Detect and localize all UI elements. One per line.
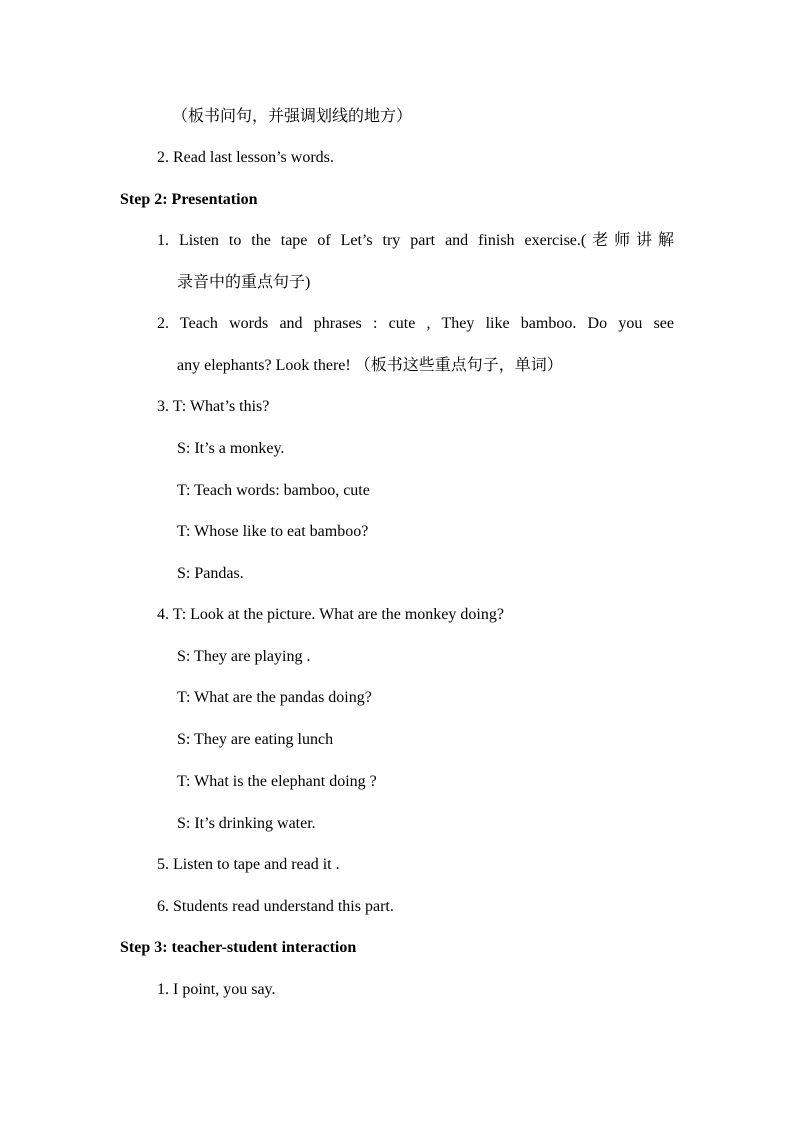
- step3-heading: Step 3: teacher-student interaction: [120, 939, 357, 956]
- step2-item-3: 3. T: What’s this?: [157, 398, 270, 415]
- dialogue-line: S: It’s a monkey.: [177, 440, 285, 457]
- dialogue-line: S: It’s drinking water.: [177, 815, 316, 832]
- step3-item-1: 1. I point, you say.: [157, 981, 276, 998]
- step2-item-1-line-1: 1. Listen to the tape of Let’s try part and finish exercise.(老师讲解: [157, 232, 674, 249]
- dialogue-line: S: They are playing .: [177, 648, 311, 665]
- step1-board-note: （板书问句，并强调划线的地方）: [172, 108, 413, 125]
- dialogue-line: T: What is the elephant doing ?: [177, 773, 377, 790]
- step2-item-1-line-2: 录音中的重点句子): [177, 274, 311, 291]
- dialogue-line: S: Pandas.: [177, 565, 244, 582]
- dialogue-line: T: Teach words: bamboo, cute: [177, 482, 370, 499]
- step2-item-4: 4. T: Look at the picture. What are the monkey doing?: [157, 606, 504, 623]
- step2-item-5: 5. Listen to tape and read it .: [157, 856, 340, 873]
- step2-item-2-line-1: 2. Teach words and phrases : cute , They like bamboo. Do you see: [157, 315, 674, 332]
- step2-heading: Step 2: Presentation: [120, 191, 258, 208]
- dialogue-line: T: What are the pandas doing?: [177, 689, 372, 706]
- step2-item-6: 6. Students read understand this part.: [157, 898, 394, 915]
- dialogue-line: T: Whose like to eat bamboo?: [177, 523, 369, 540]
- dialogue-line: S: They are eating lunch: [177, 731, 334, 748]
- step1-item-2: 2. Read last lesson’s words.: [157, 149, 334, 166]
- step2-item-2-line-2: any elephants? Look there! （板书这些重点句子，单词）: [177, 357, 563, 374]
